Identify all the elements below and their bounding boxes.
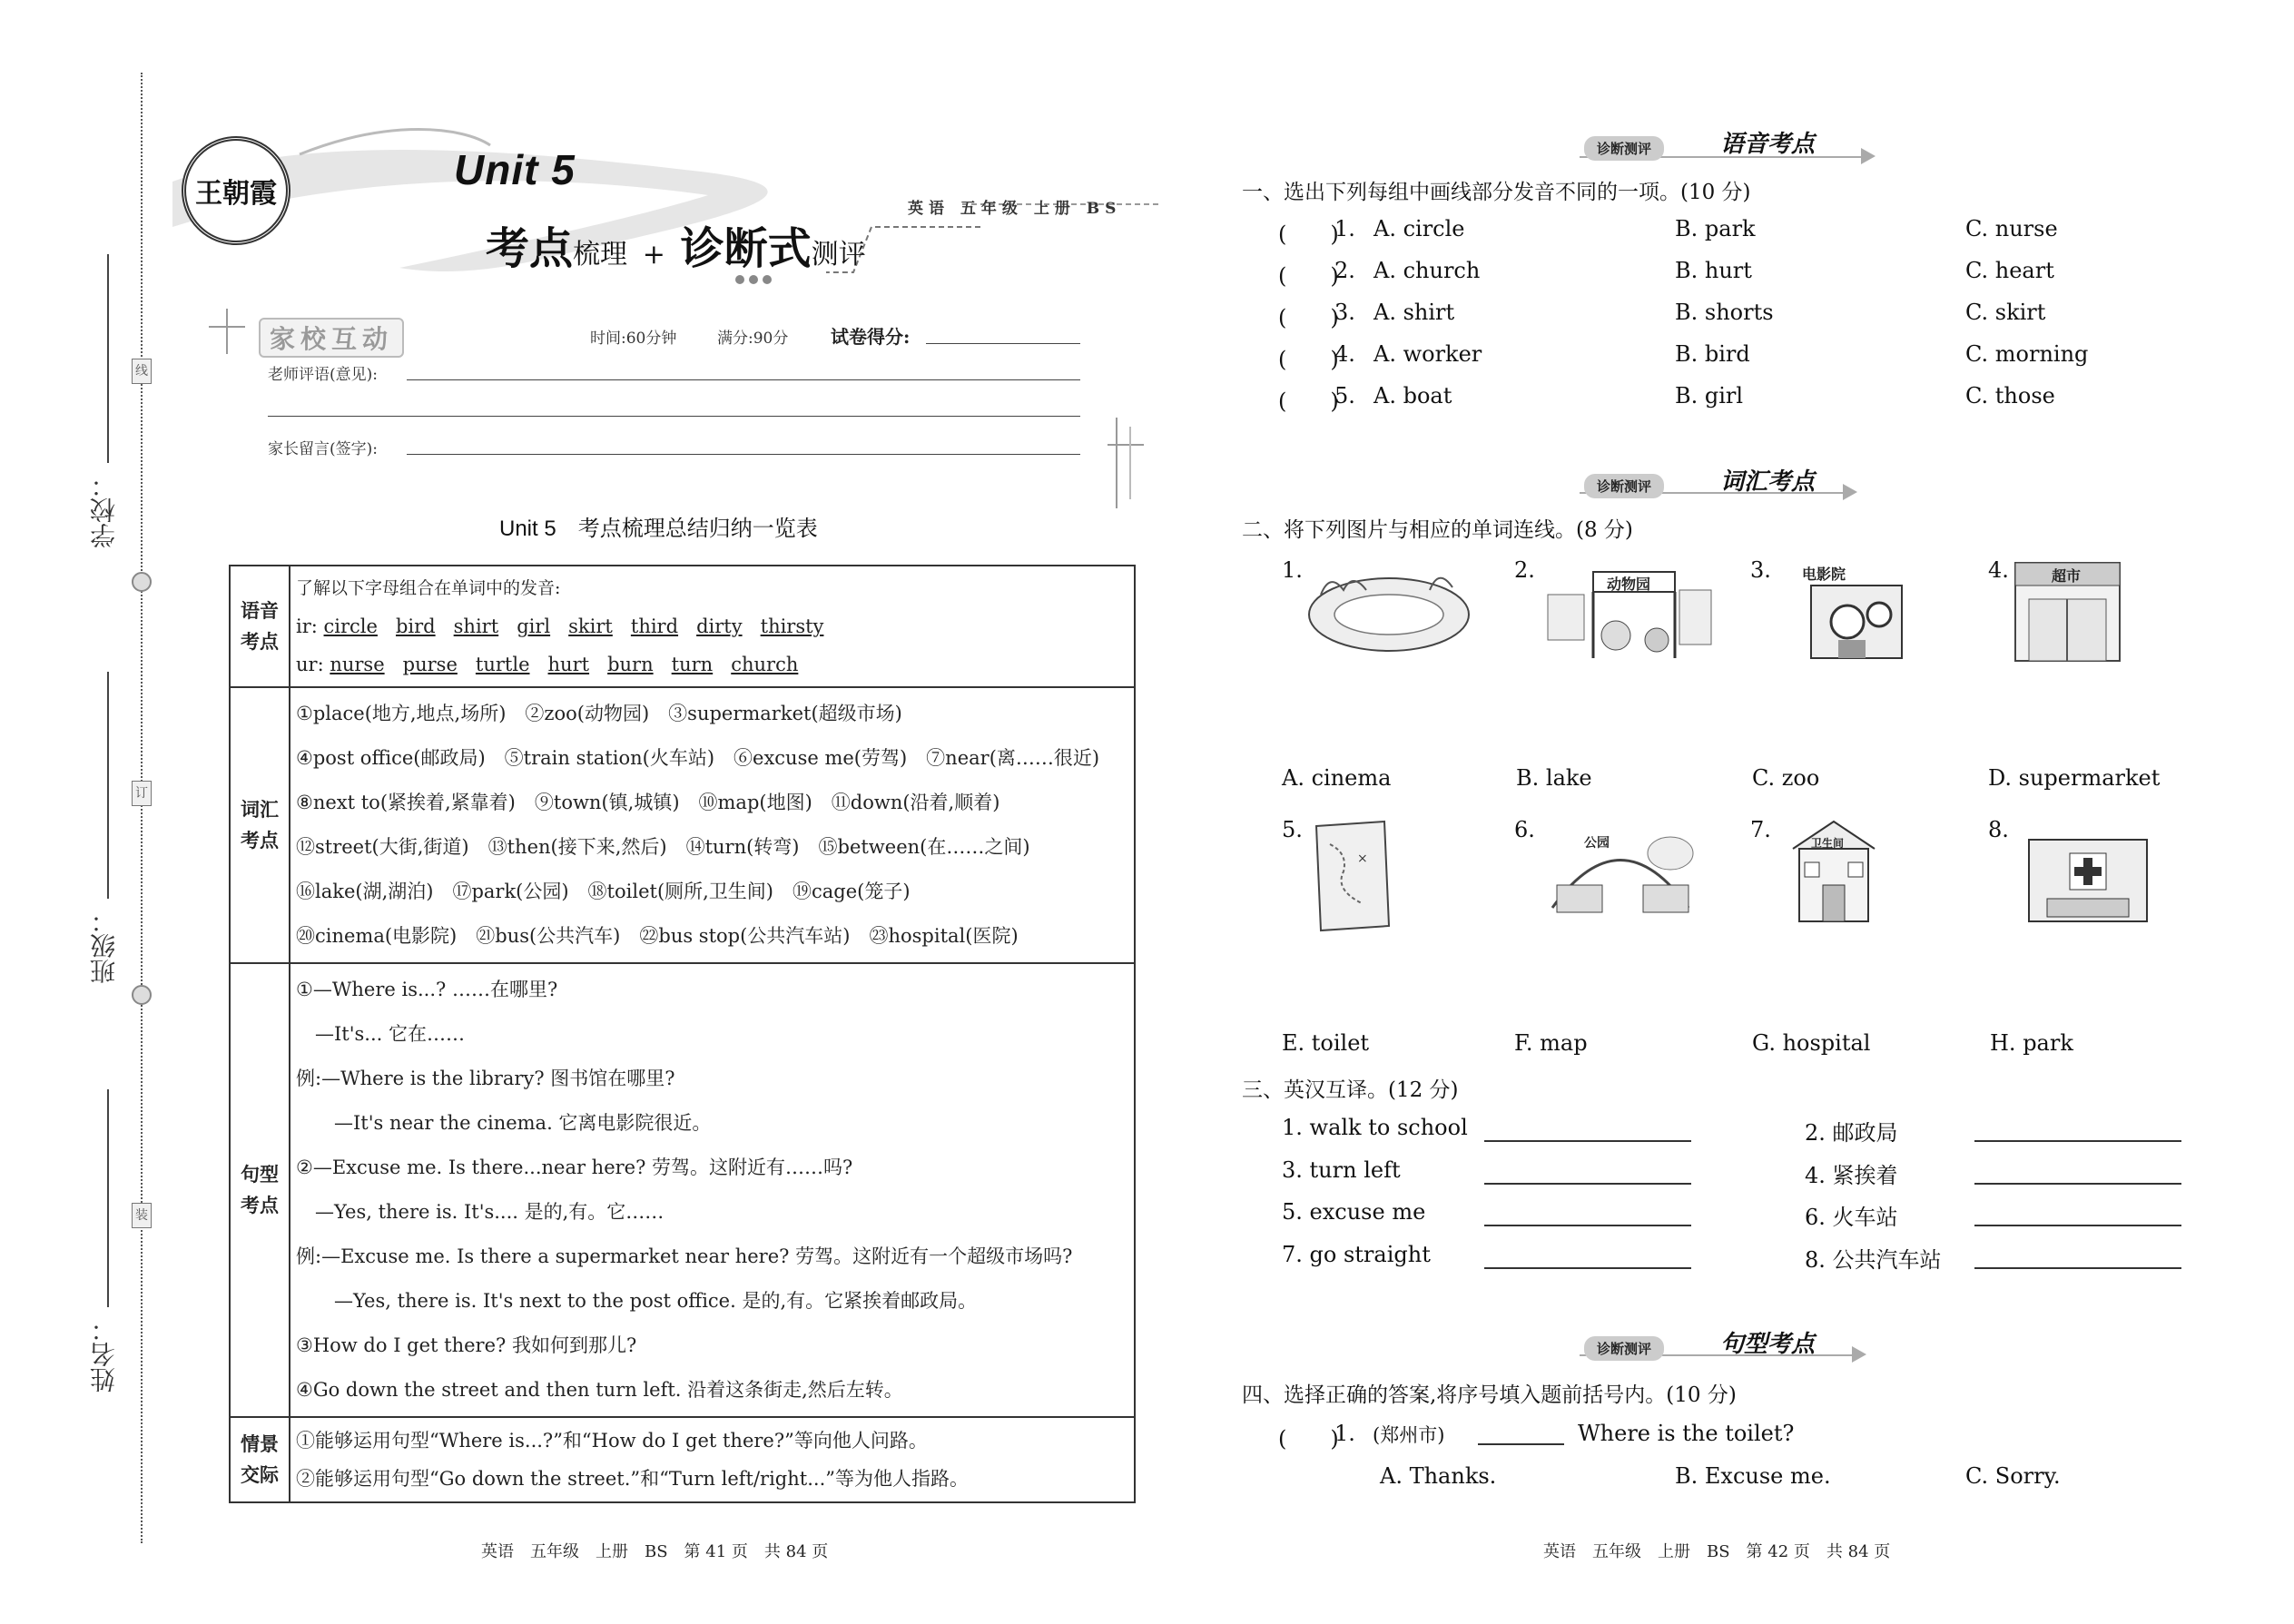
phonics-row <box>230 566 1135 687</box>
translation-answer-field[interactable] <box>1484 1140 1691 1142</box>
section1-heading: 一、选出下列每组中画线部分发音不同的一项。(10 分) <box>1242 181 1751 204</box>
ur-word: turn <box>671 654 714 675</box>
vocab-line: ⑳cinema(电影院) ㉑bus(公共汽车) ㉒bus stop(公共汽车站) ㉓hospital(医院) <box>296 925 1019 947</box>
option-a: A. shirt <box>1373 300 1455 325</box>
sentence-line: 例:—Excuse me. Is there a supermarket near here? 劳驾。这附近有一个超级市场吗? <box>296 1245 1073 1267</box>
park-sign: 公园 <box>1584 836 1610 851</box>
phonics-ir-line: ir: circle bird shirt girl skirt third dirty thirsty <box>296 615 824 637</box>
ur-word: turtle <box>475 654 530 675</box>
park-picture <box>1543 822 1702 917</box>
translation-answer-field[interactable] <box>1484 1183 1691 1185</box>
answer-bracket[interactable]: ( ) <box>1278 1426 1339 1452</box>
ir-word: skirt <box>568 615 613 637</box>
home-school-label: 家校互动 <box>259 318 404 358</box>
ur-word: nurse <box>330 654 385 675</box>
translation-item: 2. 邮政局 <box>1805 1120 1898 1146</box>
section1-question: ( ) 4. A. worker B. bird C. morning <box>1278 341 2089 372</box>
sentence-line: ④Go down the street and then turn left. 沿着这条街走,然后左转。 <box>296 1379 903 1401</box>
translation-answer-field[interactable] <box>1484 1267 1691 1269</box>
summary-title: Unit 5 考点梳理总结归纳一览表 <box>499 517 818 541</box>
sentence-line: ②—Excuse me. Is there...near here? 劳驾。这附近有……吗? <box>296 1156 853 1178</box>
section1-questions <box>1278 216 2186 425</box>
publisher-logo <box>182 136 290 245</box>
diagnostic-tag: 诊断测评 <box>1584 136 1664 161</box>
option-c: C. morning <box>1965 341 2089 367</box>
cinema-picture <box>1775 558 1938 667</box>
name-field[interactable] <box>107 1089 109 1307</box>
section3-heading: 三、英汉互译。(12 分) <box>1242 1078 1459 1102</box>
parent-comment-label: 家长留言(签字): <box>268 440 378 458</box>
translation-answer-field[interactable] <box>1484 1225 1691 1226</box>
full-score-text: 满分:90分 <box>717 330 789 348</box>
vocab-line: ④post office(邮政局) ⑤train station(火车站) ⑥excuse me(劳驾) ⑦near(离……很近) <box>296 747 1100 769</box>
section1-question: ( ) 2. A. church B. hurt C. heart <box>1278 258 2054 289</box>
option-c: C. Sorry. <box>1965 1463 2061 1489</box>
school-label: 学校： <box>89 472 119 548</box>
parent-comment-field[interactable] <box>407 454 1080 455</box>
option-a: A. Thanks. <box>1380 1463 1497 1489</box>
translation-answer-field[interactable] <box>1974 1225 2181 1226</box>
vocab-line: ⑫street(大街,街道) ⑬then(接下来,然后) ⑭turn(转弯) ⑮between(在……之间) <box>296 836 1030 858</box>
vocab-category: 词汇考点 <box>230 687 290 963</box>
vocab-content <box>290 687 1135 963</box>
communication-row <box>230 1417 1135 1502</box>
score-field[interactable] <box>926 343 1080 344</box>
sentence-line: —Yes, there is. It's.... 是的,有。它…… <box>296 1201 665 1223</box>
translation-item: 3. turn left <box>1282 1157 1401 1183</box>
ir-word: bird <box>395 615 436 637</box>
option-c: C. those <box>1965 383 2055 408</box>
word-option: F. map <box>1514 1030 1588 1056</box>
option-a: A. boat <box>1373 383 1452 408</box>
word-option: H. park <box>1990 1030 2073 1056</box>
vocab-banner: 词汇考点 <box>1720 468 1816 496</box>
answer-bracket[interactable]: ( ) <box>1278 305 1339 330</box>
sentence-line: 例:—Where is the library? 图书馆在哪里? <box>296 1068 675 1089</box>
sentence-banner: 句型考点 <box>1720 1331 1816 1358</box>
sentence-line: ①—Where is...? ……在哪里? <box>296 979 558 1000</box>
footer-left: 英语 五年级 上册 BS 第 41 页 共 84 页 <box>481 1542 829 1561</box>
ir-word: third <box>630 615 679 637</box>
option-b: B. Excuse me. <box>1675 1463 1831 1489</box>
translation-answer-field[interactable] <box>1974 1183 2181 1185</box>
svg-text:×: × <box>1357 851 1368 866</box>
section1-question: ( ) 1. A. circle B. park C. nurse <box>1278 216 2058 247</box>
word-option: E. toilet <box>1282 1030 1370 1056</box>
sentence-line: —It's... 它在…… <box>296 1023 465 1045</box>
option-c: C. heart <box>1965 258 2054 283</box>
word-option: A. cinema <box>1282 765 1392 791</box>
option-a: A. circle <box>1373 216 1465 241</box>
translation-item: 7. go straight <box>1282 1242 1431 1267</box>
phonics-intro: 了解以下字母组合在单词中的发音: <box>296 578 561 598</box>
word-option: C. zoo <box>1752 765 1820 791</box>
communication-category: 情景交际 <box>230 1417 290 1502</box>
time-text: 时间:60分钟 <box>590 330 677 348</box>
phonics-banner: 语音考点 <box>1720 131 1816 158</box>
ur-word: burn <box>607 654 654 675</box>
ur-word: hurt <box>547 654 590 675</box>
ir-word: thirsty <box>760 615 824 637</box>
option-c: C. skirt <box>1965 300 2046 325</box>
hospital-picture <box>2020 817 2156 926</box>
vocab-line: ①place(地方,地点,场所) ②zoo(动物园) ③supermarket(超级市场) <box>296 703 902 724</box>
arrow-head-icon <box>1852 1346 1866 1363</box>
word-option: B. lake <box>1516 765 1592 791</box>
translation-item: 1. walk to school <box>1282 1115 1468 1140</box>
translation-item: 4. 紧挨着 <box>1805 1163 1898 1188</box>
ur-word: church <box>731 654 799 675</box>
zoo-sign: 动物园 <box>1607 576 1651 593</box>
option-a: A. church <box>1373 258 1481 283</box>
name-label: 姓名： <box>89 1316 119 1393</box>
translation-item: 5. excuse me <box>1282 1199 1426 1225</box>
map-picture <box>1307 817 1398 935</box>
teacher-comment-field-2[interactable] <box>268 416 1080 417</box>
binding-mark-line: 线 <box>132 359 152 384</box>
teacher-comment-label: 老师评语(意见): <box>268 366 378 384</box>
cinema-sign: 电影院 <box>1802 566 1846 583</box>
communication-line: ①能够运用句型“Where is...?”和“How do I get there?”等向他人问路。 <box>296 1430 928 1452</box>
supermarket-sign: 超市 <box>2052 567 2082 585</box>
binding-mark-bind: 装 <box>132 1203 152 1228</box>
option-b: B. shorts <box>1675 300 1774 325</box>
class-label: 班级： <box>89 908 119 984</box>
ir-word: circle <box>323 615 378 637</box>
sentence-line: —It's near the cinema. 它离电影院很近。 <box>296 1112 712 1134</box>
ir-word: dirty <box>696 615 743 637</box>
option-c: C. nurse <box>1965 216 2058 241</box>
binding-dotted-line <box>141 73 143 1543</box>
word-option: G. hospital <box>1752 1030 1871 1056</box>
option-b: B. hurt <box>1675 258 1752 283</box>
arrow-head-icon <box>1861 148 1876 164</box>
arrow-head-icon <box>1843 484 1857 500</box>
answer-bracket[interactable]: ( ) <box>1278 389 1339 414</box>
toilet-sign: 卫生间 <box>1811 837 1845 850</box>
word-option: D. supermarket <box>1988 765 2161 791</box>
binding-hole-icon <box>132 985 152 1005</box>
page-subtitle: 考点梳理 + 诊断式测评 <box>486 223 866 274</box>
diagnostic-tag: 诊断测评 <box>1584 1336 1664 1361</box>
ir-word: girl <box>517 615 551 637</box>
phonics-content <box>290 566 1135 687</box>
logo-text: 王朝霞 <box>195 178 277 210</box>
binding-hole-icon <box>132 572 152 592</box>
grade-tag: 英语 五年级 上册 BS <box>908 200 1122 218</box>
sentence-category: 句型考点 <box>230 963 290 1417</box>
unit-title: Unit 5 <box>454 146 576 193</box>
section1-question: ( ) 5. A. boat B. girl C. those <box>1278 383 2055 414</box>
lake-picture <box>1303 558 1475 663</box>
section2-heading: 二、将下列图片与相应的单词连线。(8 分) <box>1242 518 1633 542</box>
answer-bracket[interactable]: ( ) <box>1278 221 1339 247</box>
answer-bracket[interactable]: ( ) <box>1278 263 1339 289</box>
class-field[interactable] <box>107 672 109 899</box>
diagnostic-tag: 诊断测评 <box>1584 474 1664 498</box>
option-a: A. worker <box>1373 341 1482 367</box>
question-source: (郑州市) <box>1373 1424 1445 1446</box>
option-b: B. girl <box>1675 383 1744 408</box>
sentence-row <box>230 963 1135 1417</box>
communication-line: ②能够运用句型“Go down the street.”和“Turn left/right...”等为他人指路。 <box>296 1468 969 1490</box>
section4-heading: 四、选择正确的答案,将序号填入题前括号内。(10 分) <box>1242 1383 1737 1407</box>
option-b: B. park <box>1675 216 1756 241</box>
translation-item: 6. 火车站 <box>1805 1205 1898 1230</box>
score-label: 试卷得分: <box>831 326 911 348</box>
communication-content <box>290 1417 1135 1502</box>
binding-mark-staple: 订 <box>132 781 152 806</box>
ur-word: purse <box>402 654 458 675</box>
teacher-comment-field[interactable] <box>407 379 1080 380</box>
vocab-line: ⑯lake(湖,湖泊) ⑰park(公园) ⑱toilet(厕所,卫生间) ⑲cage(笼子) <box>296 881 911 902</box>
option-b: B. bird <box>1675 341 1750 367</box>
sentence-line: ③How do I get there? 我如何到那儿? <box>296 1334 637 1356</box>
ir-word: shirt <box>453 615 499 637</box>
section1-question: ( ) 3. A. shirt B. shorts C. skirt <box>1278 300 2046 330</box>
phonics-category: 语音考点 <box>230 566 290 687</box>
vocab-line: ⑧next to(紧挨着,紧靠着) ⑨town(镇,城镇) ⑩map(地图) ⑪down(沿着,顺着) <box>296 792 1000 813</box>
translation-answer-field[interactable] <box>1974 1140 2181 1142</box>
school-field[interactable] <box>107 254 109 463</box>
sentence-content <box>290 963 1135 1417</box>
translation-item: 8. 公共汽车站 <box>1805 1247 1942 1273</box>
footer-right: 英语 五年级 上册 BS 第 42 页 共 84 页 <box>1543 1542 1891 1561</box>
answer-bracket[interactable]: ( ) <box>1278 347 1339 372</box>
phonics-ur-line: ur: nurse purse turtle hurt burn turn church <box>296 654 799 675</box>
translation-answer-field[interactable] <box>1974 1267 2181 1269</box>
sentence-line: —Yes, there is. It's next to the post office. 是的,有。它紧挨着邮政局。 <box>296 1290 978 1312</box>
summary-table <box>229 565 1136 1503</box>
vocab-row <box>230 687 1135 963</box>
blank-field[interactable] <box>1478 1443 1564 1445</box>
toilet-picture <box>1788 817 1879 926</box>
question-text: Where is the toilet? <box>1578 1421 1795 1446</box>
